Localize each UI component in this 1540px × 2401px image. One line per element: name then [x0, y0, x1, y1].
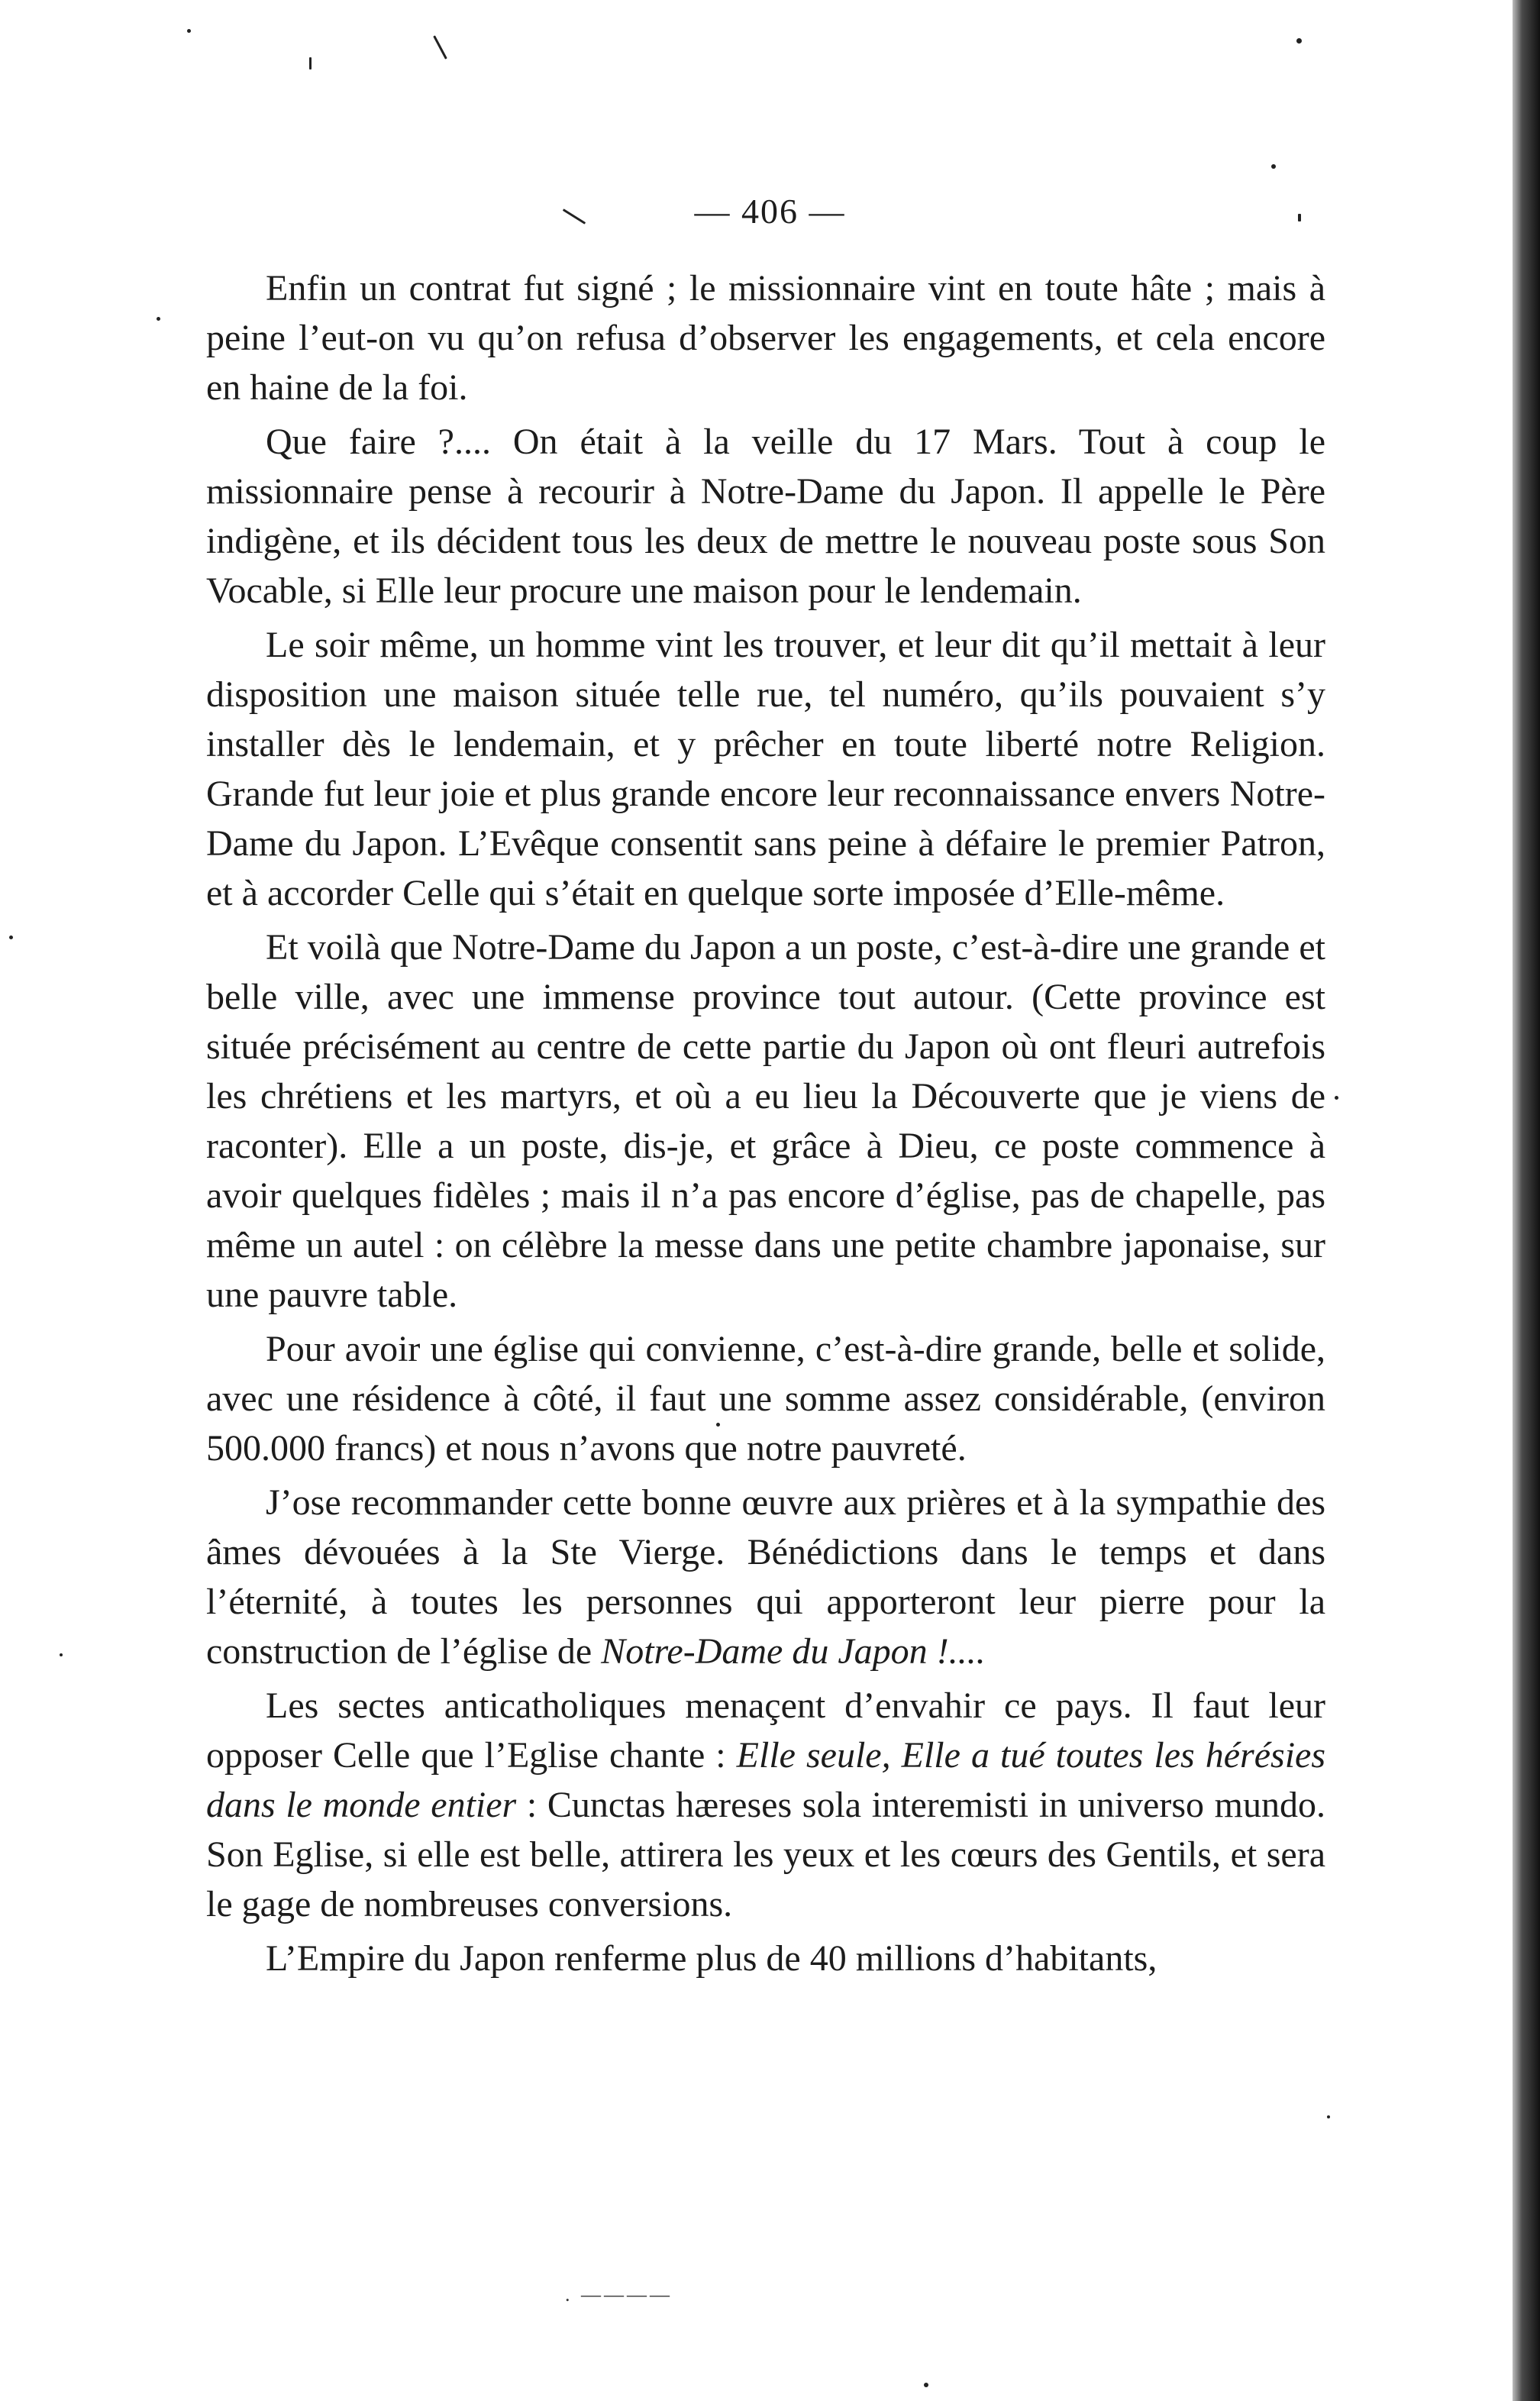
paragraph: [206, 1681, 1325, 1929]
scan-speck: [157, 317, 160, 321]
scan-speck: [60, 1653, 63, 1656]
paragraph: Pour avoir une église qui convienne, c’est-à-dire grande, belle et solide, avec une résidence à côté, il faut une somme assez considérable, (environ 500.000 francs) et nous n’avons que notre pauvreté.: [206, 1329, 1325, 1469]
scan-speck: [1327, 2115, 1330, 2118]
scan-speck: [924, 2383, 928, 2387]
paragraph: Le soir même, un homme vint les trouver, et leur dit qu’il mettait à leur disposition une maison située telle rue, tel numéro, qu’ils pouvaient s’y installer dès le lendemain, et y prêcher en toute liberté notre Religion. Grande fut leur joie et plus grande encore leur reconnaissance envers Notre-Dame du Japon. L’Evêque consentit sans peine à défaire le premier Patron, et à accorder Celle qui s’était en quelque sorte imposée d’Elle-même.: [206, 625, 1325, 913]
scan-speck: [309, 57, 312, 69]
paragraph-text: : Cunctas hæreses sola interemisti in universo mundo. Son Eglise, si elle est belle, attirera les yeux et les cœurs des Gentils, et sera le gage de nombreuses conversions.: [206, 1785, 1325, 1924]
binding-edge: [1513, 0, 1540, 2401]
paragraph-text: Les sectes anticatholiques menaçent d’envahir ce pays. Il faut leur opposer Celle que l’Eglise chante :: [206, 1685, 1325, 1776]
italic-title: Notre-Dame du Japon !....: [601, 1631, 986, 1672]
scan-speck: [1335, 1096, 1338, 1100]
footer-mark: . ————: [565, 2283, 673, 2306]
paragraph-text: J’ose recommander cette bonne œuvre aux prières et à la sympathie des âmes dévouées à la Ste Vierge. Bénédictions dans le temps et dans l’éternité, à toutes les personnes qui apporteront leur pierre pour la construction de l’église de: [206, 1482, 1325, 1672]
paragraph: Que faire ?.... On était à la veille du 17 Mars. Tout à coup le missionnaire pense à recourir à Notre-Dame du Japon. Il appelle le Père indigène, et ils décident tous les deux de mettre le nouveau poste sous Son Vocable, si Elle leur procure une maison pour le lendemain.: [206, 422, 1325, 611]
paragraph: Enfin un contrat fut signé ; le missionnaire vint en toute hâte ; mais à peine l’eut-on vu qu’on refusa d’observer les engagements, et cela encore en haine de la foi.: [206, 268, 1325, 408]
scan-speck: [9, 936, 13, 939]
paragraph: L’Empire du Japon renferme plus de 40 millions d’habitants,: [266, 1938, 1157, 1979]
scan-speck: [187, 29, 191, 33]
page-number: — 406 —: [694, 192, 846, 231]
scan-speck: [433, 35, 447, 59]
scan-speck: [1296, 38, 1302, 44]
paragraph: Et voilà que Notre-Dame du Japon a un poste, c’est-à-dire une grande et belle ville, avec une immense province tout autour. (Cette province est située précisément au centre de cette partie du Japon où ont fleuri autrefois les chrétiens et les martyrs, et où a eu lieu la Découverte que je viens de raconter). Elle a un poste, dis-je, et grâce à Dieu, ce poste commence à avoir quelques fidèles ; mais il n’a pas encore d’église, pas de chapelle, pas même un autel : on célèbre la messe dans une petite chambre japonaise, sur une pauvre table.: [206, 927, 1325, 1315]
paragraph: [206, 1478, 1325, 1676]
italic-quote: Elle seule, Elle a tué toutes les hérésies dans le monde entier: [206, 1735, 1326, 1825]
body-text: [206, 263, 1325, 1983]
scan-speck: [1271, 164, 1276, 169]
